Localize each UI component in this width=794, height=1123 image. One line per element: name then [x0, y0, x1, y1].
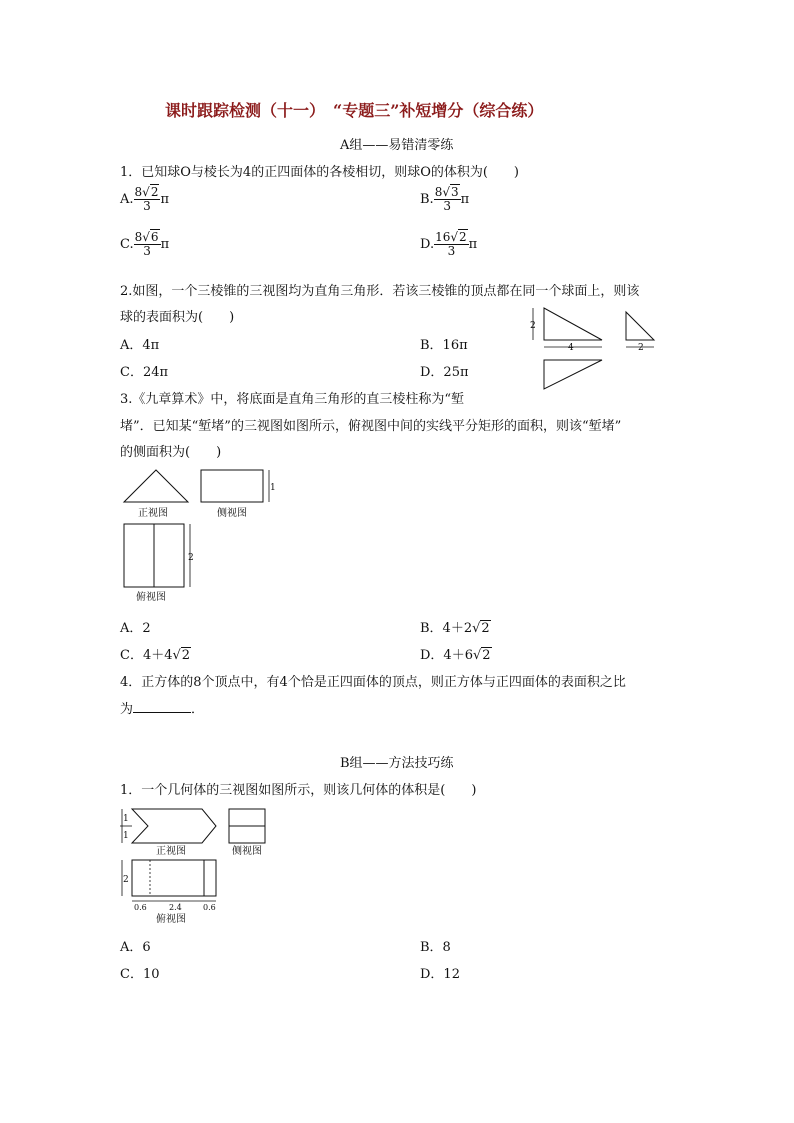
q2-three-view-figure — [528, 304, 668, 394]
q3-side-label: 侧视图 — [217, 508, 247, 519]
q4-stem-line2: 为 ． — [120, 702, 205, 717]
option-label: B. — [420, 192, 434, 207]
q2-front-view — [544, 308, 602, 340]
section-b-heading: B组——方法技巧练 — [340, 756, 454, 771]
b1-front-view — [132, 809, 216, 843]
b1-option-b[interactable]: B．8 — [420, 940, 451, 955]
q1-option-c[interactable]: C. $\frac{8√6}{3}$ π — [120, 230, 170, 258]
q3-option-d[interactable]: D．4＋6√2 — [420, 648, 491, 663]
q2-option-b[interactable]: B．16π — [420, 338, 468, 353]
b1-option-c[interactable]: C．10 — [120, 967, 160, 982]
q2-dim-width1: 4 — [568, 343, 574, 353]
q3-top-label: 俯视图 — [136, 592, 166, 603]
q2-dim-width2: 2 — [638, 343, 644, 353]
q3-option-c[interactable]: C．4＋4√2 — [120, 648, 191, 663]
b1-side-label: 侧视图 — [232, 846, 262, 857]
b1-option-d[interactable]: D．12 — [420, 967, 460, 982]
q4-stem-line1: 4．正方体的8个顶点中，有4个恰是正四面体的顶点，则正方体与正四面体的表面积之比 — [120, 675, 626, 690]
q2-stem-line1: 2.如图，一个三棱锥的三视图均为直角三角形．若该三棱锥的顶点都在同一个球面上，则该 — [120, 284, 640, 299]
q2-option-c[interactable]: C．24π — [120, 365, 169, 380]
q3-option-a[interactable]: A．2 — [120, 621, 151, 636]
option-label: C. — [120, 237, 134, 252]
q1-stem: 1．已知球O与棱长为4的正四面体的各棱相切，则球O的体积为( ) — [120, 165, 520, 180]
q3-stem-line2: 堵”．已知某“堑堵”的三视图如图所示，俯视图中间的实线平分矩形的面积，则该“堑堵” — [120, 419, 622, 434]
b1-top-label: 俯视图 — [156, 914, 186, 925]
b1-dim-h: 2 — [123, 875, 129, 885]
q3-top-dim: 2 — [188, 553, 194, 563]
page-title: 课时跟踪检测（十一） “专题三”补短增分（综合练） — [165, 101, 544, 120]
q3-front-label: 正视图 — [138, 508, 168, 519]
b1-dim-r: 0.6 — [203, 903, 216, 912]
b1-dim-m: 2.4 — [169, 903, 182, 912]
b1-three-view-figure — [118, 804, 278, 926]
q2-dim-height: 2 — [530, 321, 536, 331]
q1-option-b[interactable]: B. $\frac{8√3}{3}$ π — [420, 185, 470, 213]
q3-option-b[interactable]: B．4＋2√2 — [420, 621, 490, 636]
q1-option-d[interactable]: D. $\frac{16√2}{3}$ π — [420, 230, 478, 258]
option-label: D. — [420, 237, 435, 252]
q3-stem-line1: 3.《九章算术》中，将底面是直角三角形的直三棱柱称为“堑 — [120, 392, 465, 407]
q3-front-view — [124, 470, 188, 502]
q2-top-view — [544, 360, 602, 389]
q3-side-view — [201, 470, 263, 502]
q2-option-d[interactable]: D．25π — [420, 365, 469, 380]
q3-side-dim: 1 — [270, 483, 276, 493]
option-label: A. — [120, 192, 134, 207]
b1-dim-l: 0.6 — [134, 903, 147, 912]
b1-stem: 1．一个几何体的三视图如图所示，则该几何体的体积是( ) — [120, 783, 477, 798]
q3-stem-line3: 的侧面积为( ) — [120, 445, 222, 460]
b1-option-a[interactable]: A．6 — [120, 940, 151, 955]
q1-option-a[interactable]: A. $\frac{8√2}{3}$ π — [120, 185, 170, 213]
q4-answer-blank[interactable] — [133, 701, 191, 713]
b1-dim-a: 1 — [123, 814, 129, 824]
q2-side-view — [626, 312, 654, 340]
q2-option-a[interactable]: A．4π — [120, 338, 160, 353]
b1-front-label: 正视图 — [156, 846, 186, 857]
b1-dim-b: 1 — [123, 831, 129, 841]
section-a-heading: A组——易错清零练 — [340, 138, 454, 153]
b1-top-view — [132, 860, 216, 896]
q3-three-view-figure — [118, 466, 288, 606]
q2-stem-line2: 球的表面积为( ) — [120, 310, 235, 325]
